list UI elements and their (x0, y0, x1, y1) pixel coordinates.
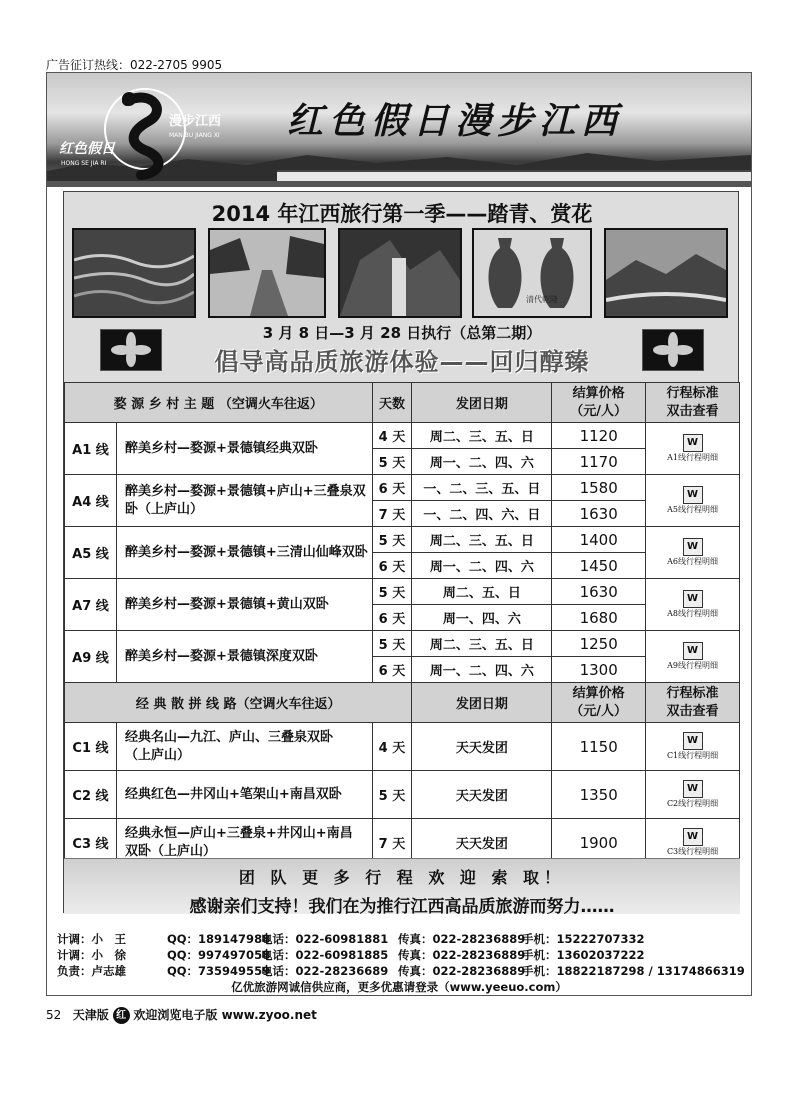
route-days: 4 天 (372, 723, 412, 771)
team-line-1: 团 队 更 多 行 程 欢 迎 索 取！ (238, 868, 566, 887)
table-row (65, 631, 740, 657)
header-dates-2: 发团日期 (412, 683, 552, 723)
flower-image-right (642, 329, 704, 371)
route-code: A7 线 (65, 579, 117, 631)
itinerary-doc-link[interactable] (667, 538, 718, 567)
route-dates: 周一、四、六 (412, 605, 552, 631)
word-doc-icon: W (683, 486, 703, 504)
itinerary-cell[interactable] (646, 527, 740, 579)
route-code: A5 线 (65, 527, 117, 579)
photo-terraces (72, 228, 196, 318)
contact-qq: QQ：735949559 (167, 964, 271, 978)
itinerary-doc-label: C1线行程明细 (666, 751, 719, 760)
route-price: 1580 (552, 475, 646, 501)
contact-phone: 电话：022-60981885 (261, 948, 389, 962)
page-footer (46, 1006, 317, 1024)
header-banner (47, 73, 751, 187)
route-days: 5 天 (372, 527, 412, 553)
route-dates: 周二、五、日 (412, 579, 552, 605)
table-row (65, 771, 740, 819)
route-price: 1680 (552, 605, 646, 631)
word-doc-icon: W (683, 642, 703, 660)
photo-mountain-lake (604, 228, 728, 318)
itinerary-doc-label: C3线行程明细 (666, 847, 719, 856)
itinerary-doc-link[interactable] (667, 642, 718, 671)
route-dates: 周二、三、五、日 (412, 631, 552, 657)
itinerary-doc-link[interactable] (667, 732, 718, 761)
banner-title: 红色假日漫步江西 (287, 100, 624, 142)
header-price: 结算价格 （元/人） (552, 383, 646, 423)
route-dates: 天天发团 (412, 723, 552, 771)
contact-phone: 电话：022-28236689 (261, 964, 389, 978)
route-price: 1450 (552, 553, 646, 579)
content-panel (63, 191, 739, 917)
itinerary-cell[interactable] (646, 771, 740, 819)
logo-text-en: MAN BU JIANG XI (169, 132, 220, 139)
route-dates: 周二、三、五、日 (412, 527, 552, 553)
photo-waterfall (338, 228, 462, 318)
contact-fax: 传真：022-28236889 (398, 964, 526, 978)
folio-text: 欢迎浏览电子版 www.zyoo.net (133, 1008, 317, 1022)
route-code: C2 线 (65, 771, 117, 819)
route-dates: 周一、二、四、六 (412, 553, 552, 579)
route-table (64, 382, 740, 867)
route-code: A9 线 (65, 631, 117, 683)
itinerary-doc-link[interactable] (667, 828, 718, 857)
route-dates: 一、二、四、六、日 (412, 501, 552, 527)
season-title: 2014 年江西旅行第一季——踏青、赏花 (211, 202, 593, 226)
itinerary-doc-label: A8线行程明细 (667, 609, 718, 618)
route-description: 醉美乡村—婺源+景德镇+庐山+三叠泉双卧（上庐山） (116, 475, 372, 527)
route-description: 经典名山—九江、庐山、三叠泉双卧 （上庐山） (116, 723, 372, 771)
contact-list (57, 931, 745, 979)
route-description: 醉美乡村—婺源+景德镇+黄山双卧 (116, 579, 372, 631)
word-doc-icon: W (683, 434, 703, 452)
route-days: 5 天 (372, 579, 412, 605)
itinerary-doc-link[interactable] (667, 486, 718, 515)
route-price: 1120 (552, 423, 646, 449)
contact-name: 计调：小 徐 (57, 948, 126, 962)
photo-porcelain-vases (472, 228, 592, 318)
itinerary-cell[interactable] (646, 579, 740, 631)
contact-fax: 传真：022-28236889 (398, 932, 526, 946)
itinerary-doc-label: A5线行程明细 (667, 505, 718, 514)
word-doc-icon: W (683, 828, 703, 846)
contact-mobile: 手机：15222707332 (522, 932, 645, 946)
contact-name: 计调：小 王 (57, 932, 126, 946)
route-dates: 天天发团 (412, 819, 552, 867)
contact-phone: 电话：022-60981881 (261, 932, 389, 946)
route-days: 5 天 (372, 631, 412, 657)
route-dates: 一、二、三、五、日 (412, 475, 552, 501)
table-row (65, 475, 740, 501)
website-note: 亿优旅游网诚信供应商，更多优惠请登录（www.yeeuo.com） (231, 980, 567, 994)
itinerary-doc-label: C2线行程明细 (666, 799, 719, 808)
itinerary-cell[interactable] (646, 423, 740, 475)
contact-row (57, 931, 745, 947)
route-dates: 天天发团 (412, 771, 552, 819)
photo-village (208, 228, 326, 318)
route-days: 4 天 (372, 423, 412, 449)
itinerary-cell[interactable] (646, 475, 740, 527)
execution-period: 3 月 8 日—3 月 28 日执行（总第二期） (262, 324, 542, 342)
route-days: 6 天 (372, 657, 412, 683)
itinerary-doc-label: A9线行程明细 (667, 661, 718, 670)
itinerary-cell[interactable] (646, 631, 740, 683)
route-price: 1900 (552, 819, 646, 867)
route-description: 经典红色—井冈山+笔架山+南昌双卧 (116, 771, 372, 819)
itinerary-doc-link[interactable] (667, 590, 718, 619)
route-days: 5 天 (372, 449, 412, 475)
contact-mobile: 手机：13602037222 (522, 948, 645, 962)
table-row (65, 579, 740, 605)
team-line-2: 感谢亲们支持！我们在为推行江西高品质旅游而努力…… (189, 897, 615, 917)
contact-mobile: 手机：18822187298 / 13174866319 (522, 964, 745, 978)
route-dates: 周一、二、四、六 (412, 657, 552, 683)
header-detail-2: 行程标准 双击查看 (646, 683, 740, 723)
route-days: 6 天 (372, 605, 412, 631)
header-price-2: 结算价格 （元/人） (552, 683, 646, 723)
table-row (65, 423, 740, 449)
route-description: 醉美乡村—婺源+景德镇深度双卧 (116, 631, 372, 683)
route-price: 1350 (552, 771, 646, 819)
itinerary-doc-label: A6线行程明细 (667, 557, 718, 566)
itinerary-doc-link[interactable] (667, 780, 718, 809)
header-dates: 发团日期 (412, 383, 552, 423)
header-detail: 行程标准 双击查看 (646, 383, 740, 423)
route-price: 1250 (552, 631, 646, 657)
route-days: 5 天 (372, 771, 412, 819)
word-doc-icon: W (683, 590, 703, 608)
route-code: C1 线 (65, 723, 117, 771)
contact-qq: QQ：997497058 (167, 948, 271, 962)
brand-logo (57, 81, 247, 181)
page-number: 52 (46, 1008, 62, 1022)
logo-text-main: 漫步江西 (169, 114, 222, 129)
route-days: 6 天 (372, 553, 412, 579)
edition-label: 天津版 (72, 1008, 109, 1022)
itinerary-doc-link[interactable] (667, 434, 718, 463)
route-price: 1170 (552, 449, 646, 475)
slogan: 倡导高品质旅游体验——回归醇臻 (214, 348, 590, 376)
team-banner (64, 858, 740, 917)
route-description: 醉美乡村—婺源+景德镇经典双卧 (116, 423, 372, 475)
logo-text-bottom: HONG SE JIA RI (61, 160, 107, 167)
route-price: 1150 (552, 723, 646, 771)
route-price: 1630 (552, 501, 646, 527)
word-doc-icon: W (683, 732, 703, 750)
contact-row (57, 963, 745, 979)
contact-row (57, 947, 745, 963)
ad-hotline: 广告征订热线：022-2705 9905 (46, 58, 223, 72)
table-row (65, 527, 740, 553)
route-days: 7 天 (372, 819, 412, 867)
route-code: A4 线 (65, 475, 117, 527)
contact-name: 负责：卢志雄 (57, 964, 126, 978)
word-doc-icon: W (683, 780, 703, 798)
header-days: 天数 (372, 383, 412, 423)
route-price: 1300 (552, 657, 646, 683)
section2-title: 经 典 散 拼 线 路（空调火车往返） (65, 683, 412, 723)
route-code: A1 线 (65, 423, 117, 475)
route-price: 1630 (552, 579, 646, 605)
table-row (65, 723, 740, 771)
route-code: C3 线 (65, 819, 117, 867)
route-dates: 周一、二、四、六 (412, 449, 552, 475)
word-doc-icon: W (683, 538, 703, 556)
itinerary-cell[interactable] (646, 723, 740, 771)
edition-badge: 红 (113, 1007, 130, 1024)
route-dates: 周二、三、五、日 (412, 423, 552, 449)
route-description: 经典永恒—庐山+三叠泉+井冈山+南昌 双卧（上庐山） (116, 819, 372, 867)
section1-title: 婺 源 乡 村 主 题 （空调火车往返） (65, 383, 373, 423)
photo-caption: 清代乾隆 (526, 295, 558, 304)
contact-qq: QQ：189147988 (167, 932, 271, 946)
ad-frame (46, 72, 752, 996)
itinerary-doc-label: A1线行程明细 (667, 453, 718, 462)
route-days: 7 天 (372, 501, 412, 527)
route-price: 1400 (552, 527, 646, 553)
route-days: 6 天 (372, 475, 412, 501)
contact-fax: 传真：022-28236889 (398, 948, 526, 962)
route-description: 醉美乡村—婺源+景德镇+三清山仙峰双卧 (116, 527, 372, 579)
flower-image-left (100, 329, 162, 371)
logo-text-red: 红色假日 (59, 141, 115, 157)
